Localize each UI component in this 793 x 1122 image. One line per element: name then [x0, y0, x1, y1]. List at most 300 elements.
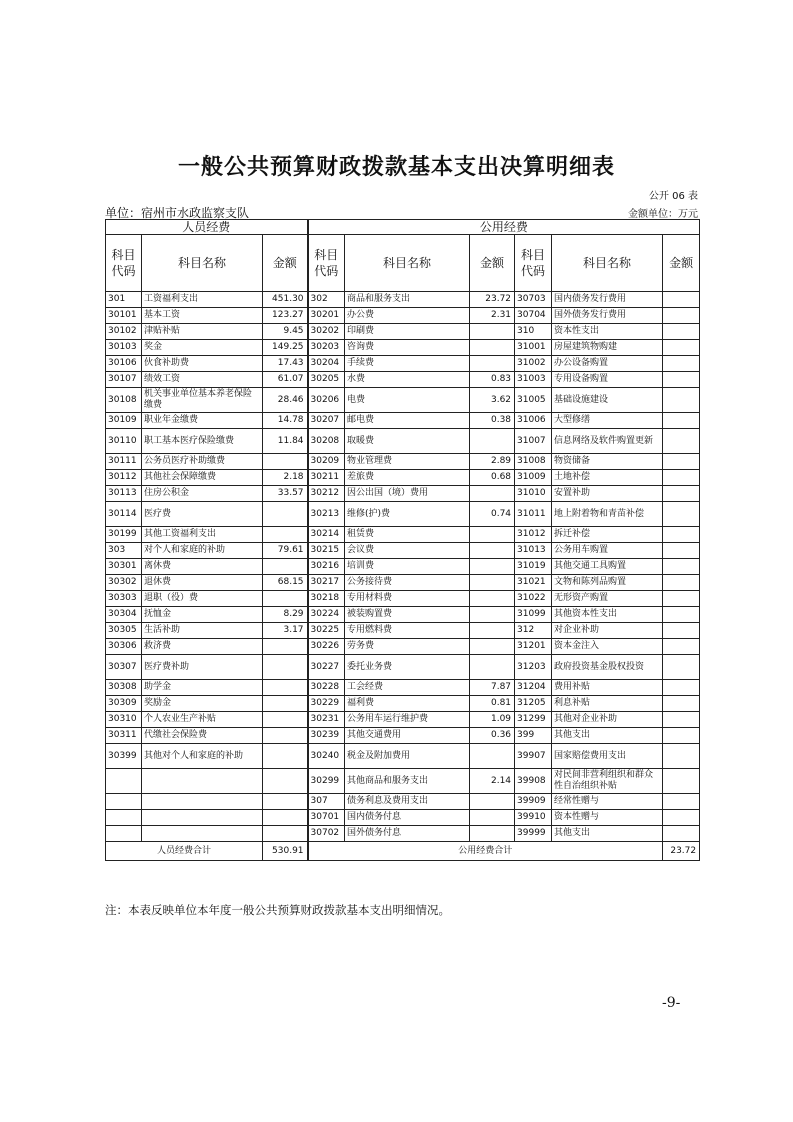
name-cell: 职业年金缴费 — [142, 413, 263, 429]
name-cell: 商品和服务支出 — [345, 292, 470, 308]
amount-cell — [263, 696, 308, 712]
table-row — [106, 543, 700, 559]
table-row — [106, 340, 700, 356]
name-cell: 对企业补助 — [552, 623, 663, 639]
code-cell: 30106 — [106, 356, 142, 372]
amount-cell: 79.61 — [263, 543, 308, 559]
name-cell: 其他社会保障缴费 — [142, 470, 263, 486]
amount-cell — [663, 826, 700, 842]
code-cell: 30203 — [308, 340, 345, 356]
code-cell: 30111 — [106, 454, 142, 470]
amount-cell: 9.45 — [263, 324, 308, 340]
table-row — [106, 575, 700, 591]
amount-cell: 0.68 — [470, 470, 515, 486]
code-cell: 30299 — [308, 769, 345, 794]
amount-cell: 2.14 — [470, 769, 515, 794]
table-row — [106, 712, 700, 728]
name-cell: 离休费 — [142, 559, 263, 575]
name-cell: 差旅费 — [345, 470, 470, 486]
code-cell: 30212 — [308, 486, 345, 502]
code-cell: 30208 — [308, 429, 345, 454]
name-cell: 因公出国（境）费用 — [345, 486, 470, 502]
amount-cell — [663, 308, 700, 324]
amount-cell — [263, 591, 308, 607]
amount-cell: 2.31 — [470, 308, 515, 324]
code-cell: 31003 — [515, 372, 552, 388]
amount-cell — [470, 794, 515, 810]
amount-cell — [470, 591, 515, 607]
amount-cell — [663, 575, 700, 591]
name-cell: 公务员医疗补助缴费 — [142, 454, 263, 470]
code-cell: 310 — [515, 324, 552, 340]
name-cell: 绩效工资 — [142, 372, 263, 388]
code-cell: 30103 — [106, 340, 142, 356]
section-public: 公用经费 — [308, 220, 700, 235]
code-cell: 31002 — [515, 356, 552, 372]
code-cell — [106, 826, 142, 842]
amount-cell — [470, 543, 515, 559]
code-cell: 30306 — [106, 639, 142, 655]
amount-cell — [663, 324, 700, 340]
name-cell: 专用燃料费 — [345, 623, 470, 639]
name-cell: 代缴社会保险费 — [142, 728, 263, 744]
name-cell: 生活补助 — [142, 623, 263, 639]
code-cell: 30211 — [308, 470, 345, 486]
code-cell: 30207 — [308, 413, 345, 429]
name-cell: 奖励金 — [142, 696, 263, 712]
amount-cell — [663, 696, 700, 712]
amount-cell: 14.78 — [263, 413, 308, 429]
amount-cell — [470, 639, 515, 655]
amount-cell — [263, 810, 308, 826]
name-cell: 救济费 — [142, 639, 263, 655]
code-cell: 39907 — [515, 744, 552, 769]
name-cell: 国外债务发行费用 — [552, 308, 663, 324]
amount-cell — [470, 324, 515, 340]
name-cell: 资本金注入 — [552, 639, 663, 655]
name-cell: 办公设备购置 — [552, 356, 663, 372]
code-cell: 303 — [106, 543, 142, 559]
code-cell: 30307 — [106, 655, 142, 680]
amount-cell — [263, 712, 308, 728]
name-cell: 水费 — [345, 372, 470, 388]
code-cell: 31009 — [515, 470, 552, 486]
name-cell: 房屋建筑物购建 — [552, 340, 663, 356]
name-cell: 对民间非营利组织和群众性自治组织补贴 — [552, 769, 663, 794]
personnel-total-value: 530.91 — [263, 842, 308, 861]
name-cell: 专用材料费 — [345, 591, 470, 607]
amount-cell — [263, 744, 308, 769]
amount-cell — [663, 559, 700, 575]
header-code: 科目代码 — [308, 235, 345, 292]
unit-label: 单位：宿州市水政监察支队 — [105, 206, 250, 220]
name-cell: 伙食补助费 — [142, 356, 263, 372]
name-cell: 政府投资基金股权投资 — [552, 655, 663, 680]
code-cell: 31299 — [515, 712, 552, 728]
code-cell: 312 — [515, 623, 552, 639]
name-cell: 工会经费 — [345, 680, 470, 696]
code-cell: 31008 — [515, 454, 552, 470]
code-cell: 30217 — [308, 575, 345, 591]
name-cell: 公务接待费 — [345, 575, 470, 591]
code-cell: 30305 — [106, 623, 142, 639]
table-row — [106, 413, 700, 429]
code-cell: 30239 — [308, 728, 345, 744]
code-cell: 30205 — [308, 372, 345, 388]
header-code: 科目代码 — [515, 235, 552, 292]
table-row — [106, 680, 700, 696]
code-cell: 30114 — [106, 502, 142, 527]
code-cell: 301 — [106, 292, 142, 308]
amount-cell — [470, 607, 515, 623]
name-cell: 其他支出 — [552, 728, 663, 744]
code-cell: 30213 — [308, 502, 345, 527]
amount-cell: 123.27 — [263, 308, 308, 324]
name-cell: 专用设备购置 — [552, 372, 663, 388]
amount-cell: 3.17 — [263, 623, 308, 639]
name-cell: 医疗费补助 — [142, 655, 263, 680]
name-cell: 公务用车运行维护费 — [345, 712, 470, 728]
code-cell: 39908 — [515, 769, 552, 794]
amount-cell: 3.62 — [470, 388, 515, 413]
code-cell: 30206 — [308, 388, 345, 413]
name-cell: 拆迁补偿 — [552, 527, 663, 543]
public-total-label: 公用经费合计 — [308, 842, 663, 861]
name-cell: 住房公积金 — [142, 486, 263, 502]
name-cell: 其他交通费用 — [345, 728, 470, 744]
amount-cell: 61.07 — [263, 372, 308, 388]
name-cell: 个人农业生产补贴 — [142, 712, 263, 728]
code-cell: 30209 — [308, 454, 345, 470]
name-cell: 医疗费 — [142, 502, 263, 527]
amount-cell: 8.29 — [263, 607, 308, 623]
name-cell: 退休费 — [142, 575, 263, 591]
amount-cell: 0.38 — [470, 413, 515, 429]
code-cell: 31099 — [515, 607, 552, 623]
name-cell: 资本性支出 — [552, 324, 663, 340]
name-cell: 物业管理费 — [345, 454, 470, 470]
code-cell: 399 — [515, 728, 552, 744]
code-cell: 30702 — [308, 826, 345, 842]
code-cell: 30113 — [106, 486, 142, 502]
amount-cell — [663, 429, 700, 454]
name-cell: 费用补贴 — [552, 680, 663, 696]
code-cell: 30701 — [308, 810, 345, 826]
header-amount: 金额 — [263, 235, 308, 292]
name-cell: 无形资产购置 — [552, 591, 663, 607]
table-row — [106, 372, 700, 388]
name-cell: 租赁费 — [345, 527, 470, 543]
code-cell: 31011 — [515, 502, 552, 527]
amount-cell — [663, 744, 700, 769]
header-amount: 金额 — [663, 235, 700, 292]
code-cell: 39999 — [515, 826, 552, 842]
amount-cell — [470, 623, 515, 639]
name-cell: 其他工资福利支出 — [142, 527, 263, 543]
code-cell: 31012 — [515, 527, 552, 543]
code-cell: 30202 — [308, 324, 345, 340]
code-cell: 30311 — [106, 728, 142, 744]
name-cell: 福利费 — [345, 696, 470, 712]
amount-cell: 7.87 — [470, 680, 515, 696]
amount-cell — [663, 712, 700, 728]
name-cell: 土地补偿 — [552, 470, 663, 486]
amount-cell — [470, 486, 515, 502]
code-cell: 302 — [308, 292, 345, 308]
section-personnel: 人员经费 — [106, 220, 308, 235]
amount-cell — [470, 826, 515, 842]
name-cell: 其他交通工具购置 — [552, 559, 663, 575]
name-cell: 职工基本医疗保险缴费 — [142, 429, 263, 454]
header-name: 科目名称 — [142, 235, 263, 292]
header-amount: 金额 — [470, 235, 515, 292]
table-row — [106, 527, 700, 543]
name-cell — [142, 794, 263, 810]
code-cell: 31021 — [515, 575, 552, 591]
name-cell: 培训费 — [345, 559, 470, 575]
amount-cell: 0.74 — [470, 502, 515, 527]
amount-cell — [663, 639, 700, 655]
code-cell: 30229 — [308, 696, 345, 712]
table-row — [106, 794, 700, 810]
amount-cell — [263, 680, 308, 696]
code-cell: 30107 — [106, 372, 142, 388]
code-cell: 30102 — [106, 324, 142, 340]
expenditure-table — [105, 219, 700, 861]
amount-cell — [663, 591, 700, 607]
header-name: 科目名称 — [552, 235, 663, 292]
amount-cell — [663, 680, 700, 696]
amount-cell: 68.15 — [263, 575, 308, 591]
code-cell: 30227 — [308, 655, 345, 680]
amount-cell — [263, 559, 308, 575]
page-title: 一般公共预算财政拨款基本支出决算明细表 — [177, 155, 615, 180]
amount-cell — [470, 356, 515, 372]
table-row — [106, 324, 700, 340]
name-cell: 国家赔偿费用支出 — [552, 744, 663, 769]
amount-cell — [263, 527, 308, 543]
table-row — [106, 607, 700, 623]
form-code: 公开 06 表 — [648, 191, 698, 202]
name-cell: 对个人和家庭的补助 — [142, 543, 263, 559]
code-cell: 31010 — [515, 486, 552, 502]
header-code: 科目代码 — [106, 235, 142, 292]
amount-cell: 0.36 — [470, 728, 515, 744]
amount-cell: 33.57 — [263, 486, 308, 502]
amount-cell — [663, 470, 700, 486]
amount-cell — [470, 559, 515, 575]
name-cell: 利息补贴 — [552, 696, 663, 712]
code-cell: 30225 — [308, 623, 345, 639]
table-row — [106, 388, 700, 413]
code-cell: 30214 — [308, 527, 345, 543]
code-cell: 31022 — [515, 591, 552, 607]
amount-cell: 149.25 — [263, 340, 308, 356]
name-cell: 资本性赠与 — [552, 810, 663, 826]
table-row — [106, 810, 700, 826]
amount-cell: 23.72 — [470, 292, 515, 308]
code-cell: 30302 — [106, 575, 142, 591]
amount-cell: 11.84 — [263, 429, 308, 454]
name-cell: 委托业务费 — [345, 655, 470, 680]
name-cell: 电费 — [345, 388, 470, 413]
name-cell: 其他支出 — [552, 826, 663, 842]
amount-cell — [663, 372, 700, 388]
name-cell: 基本工资 — [142, 308, 263, 324]
code-cell: 30215 — [308, 543, 345, 559]
code-cell: 30108 — [106, 388, 142, 413]
header-name: 科目名称 — [345, 235, 470, 292]
amount-cell — [470, 575, 515, 591]
code-cell — [106, 810, 142, 826]
code-cell: 30304 — [106, 607, 142, 623]
amount-cell: 28.46 — [263, 388, 308, 413]
code-cell: 30218 — [308, 591, 345, 607]
code-cell: 31007 — [515, 429, 552, 454]
code-cell: 31005 — [515, 388, 552, 413]
footnote: 注：本表反映单位本年度一般公共预算财政拨款基本支出明细情况。 — [105, 903, 450, 917]
name-cell: 债务利息及费用支出 — [345, 794, 470, 810]
name-cell: 印刷费 — [345, 324, 470, 340]
table-row — [106, 502, 700, 527]
money-unit-label: 金额单位：万元 — [628, 209, 698, 220]
name-cell: 税金及附加费用 — [345, 744, 470, 769]
name-cell: 助学金 — [142, 680, 263, 696]
name-cell: 退职（役）费 — [142, 591, 263, 607]
name-cell: 其他资本性支出 — [552, 607, 663, 623]
code-cell: 30703 — [515, 292, 552, 308]
name-cell: 被装购置费 — [345, 607, 470, 623]
code-cell: 30201 — [308, 308, 345, 324]
amount-cell — [663, 388, 700, 413]
personnel-total-label: 人员经费合计 — [106, 842, 263, 861]
code-cell: 30399 — [106, 744, 142, 769]
amount-cell — [663, 502, 700, 527]
table-row — [106, 728, 700, 744]
table-row — [106, 356, 700, 372]
code-cell: 31019 — [515, 559, 552, 575]
amount-cell — [263, 639, 308, 655]
amount-cell — [663, 728, 700, 744]
table-row — [106, 454, 700, 470]
name-cell: 其他对个人和家庭的补助 — [142, 744, 263, 769]
amount-cell — [470, 527, 515, 543]
table-row — [106, 591, 700, 607]
name-cell — [142, 769, 263, 794]
table-row — [106, 639, 700, 655]
amount-cell — [263, 454, 308, 470]
amount-cell — [470, 655, 515, 680]
table-row — [106, 696, 700, 712]
code-cell: 30704 — [515, 308, 552, 324]
code-cell: 30308 — [106, 680, 142, 696]
public-total-value: 23.72 — [663, 842, 700, 861]
code-cell: 30101 — [106, 308, 142, 324]
name-cell: 安置补助 — [552, 486, 663, 502]
name-cell: 物资储备 — [552, 454, 663, 470]
table-row — [106, 655, 700, 680]
amount-cell — [663, 810, 700, 826]
amount-cell — [470, 810, 515, 826]
amount-cell: 1.09 — [470, 712, 515, 728]
name-cell: 国外债务付息 — [345, 826, 470, 842]
code-cell: 307 — [308, 794, 345, 810]
amount-cell — [263, 728, 308, 744]
code-cell — [106, 769, 142, 794]
amount-cell — [663, 454, 700, 470]
code-cell: 30240 — [308, 744, 345, 769]
name-cell: 奖金 — [142, 340, 263, 356]
table-row — [106, 559, 700, 575]
amount-cell — [663, 655, 700, 680]
amount-cell — [470, 744, 515, 769]
amount-cell — [663, 486, 700, 502]
name-cell: 津贴补贴 — [142, 324, 263, 340]
code-cell: 31203 — [515, 655, 552, 680]
code-cell — [106, 794, 142, 810]
name-cell: 邮电费 — [345, 413, 470, 429]
code-cell: 30309 — [106, 696, 142, 712]
code-cell: 30231 — [308, 712, 345, 728]
amount-cell — [263, 826, 308, 842]
name-cell: 其他商品和服务支出 — [345, 769, 470, 794]
code-cell: 31001 — [515, 340, 552, 356]
code-cell: 31013 — [515, 543, 552, 559]
name-cell: 咨询费 — [345, 340, 470, 356]
name-cell: 会议费 — [345, 543, 470, 559]
name-cell — [142, 826, 263, 842]
code-cell: 30216 — [308, 559, 345, 575]
amount-cell — [663, 794, 700, 810]
table-row — [106, 308, 700, 324]
amount-cell — [663, 623, 700, 639]
name-cell: 公务用车购置 — [552, 543, 663, 559]
name-cell: 基础设施建设 — [552, 388, 663, 413]
code-cell: 31006 — [515, 413, 552, 429]
table-row — [106, 429, 700, 454]
name-cell: 文物和陈列品购置 — [552, 575, 663, 591]
name-cell: 经常性赠与 — [552, 794, 663, 810]
code-cell: 30199 — [106, 527, 142, 543]
table-row — [106, 826, 700, 842]
amount-cell — [263, 655, 308, 680]
name-cell: 国内债务付息 — [345, 810, 470, 826]
amount-cell — [663, 769, 700, 794]
code-cell: 30109 — [106, 413, 142, 429]
amount-cell — [663, 356, 700, 372]
name-cell: 其他对企业补助 — [552, 712, 663, 728]
code-cell: 30110 — [106, 429, 142, 454]
amount-cell: 2.18 — [263, 470, 308, 486]
amount-cell — [470, 429, 515, 454]
code-cell: 30310 — [106, 712, 142, 728]
table-row — [106, 470, 700, 486]
name-cell: 抚恤金 — [142, 607, 263, 623]
name-cell: 大型修缮 — [552, 413, 663, 429]
name-cell: 机关事业单位基本养老保险缴费 — [142, 388, 263, 413]
code-cell: 39910 — [515, 810, 552, 826]
code-cell: 30112 — [106, 470, 142, 486]
code-cell: 30303 — [106, 591, 142, 607]
code-cell: 31205 — [515, 696, 552, 712]
amount-cell — [663, 607, 700, 623]
name-cell: 手续费 — [345, 356, 470, 372]
code-cell: 30228 — [308, 680, 345, 696]
amount-cell — [663, 527, 700, 543]
name-cell: 维修(护)费 — [345, 502, 470, 527]
amount-cell: 17.43 — [263, 356, 308, 372]
amount-cell: 2.89 — [470, 454, 515, 470]
